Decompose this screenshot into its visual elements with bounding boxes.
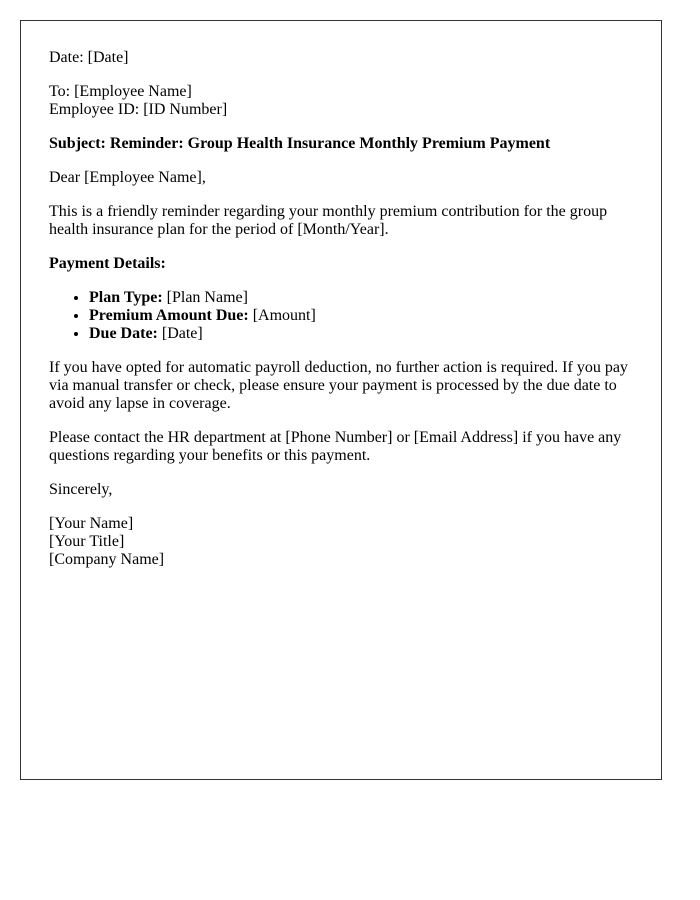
signature-block [49,515,633,569]
detail-label: Plan Type: [89,289,163,306]
detail-label: Due Date: [89,325,158,342]
employee-id-line: Employee ID: [ID Number] [49,101,228,118]
detail-value: [Plan Name] [162,289,248,306]
payment-detail-plan-type [89,289,633,307]
payment-details-heading: Payment Details: [49,255,166,272]
date-line: Date: [Date] [49,49,129,66]
to-line: To: [Employee Name] [49,83,192,100]
signature-name: [Your Name] [49,515,134,532]
detail-value: [Date] [157,325,203,342]
instructions-paragraph: If you have opted for automatic payroll deduction, no further action is required. If you pay via manual transfer or check, please ensure your payment is processed by the due date to avoid any lapse in coverage. [49,359,628,412]
payment-detail-amount [89,307,633,325]
payment-details-list [49,289,633,343]
recipient-block [49,83,633,119]
detail-label: Premium Amount Due: [89,307,249,324]
payment-detail-due-date [89,325,633,343]
letter [20,20,662,780]
contact-paragraph: Please contact the HR department at [Phone Number] or [Email Address] if you have any questions regarding your benefits or this payment. [49,429,622,464]
signature-company: [Company Name] [49,551,165,568]
detail-value: [Amount] [248,307,316,324]
salutation: Dear [Employee Name], [49,169,206,186]
signature-title: [Your Title] [49,533,125,550]
intro-paragraph: This is a friendly reminder regarding your monthly premium contribution for the group health insurance plan for the period of [Month/Year]. [49,203,608,238]
subject-line: Subject: Reminder: Group Health Insurance Monthly Premium Payment [49,135,551,152]
closing: Sincerely, [49,481,113,498]
